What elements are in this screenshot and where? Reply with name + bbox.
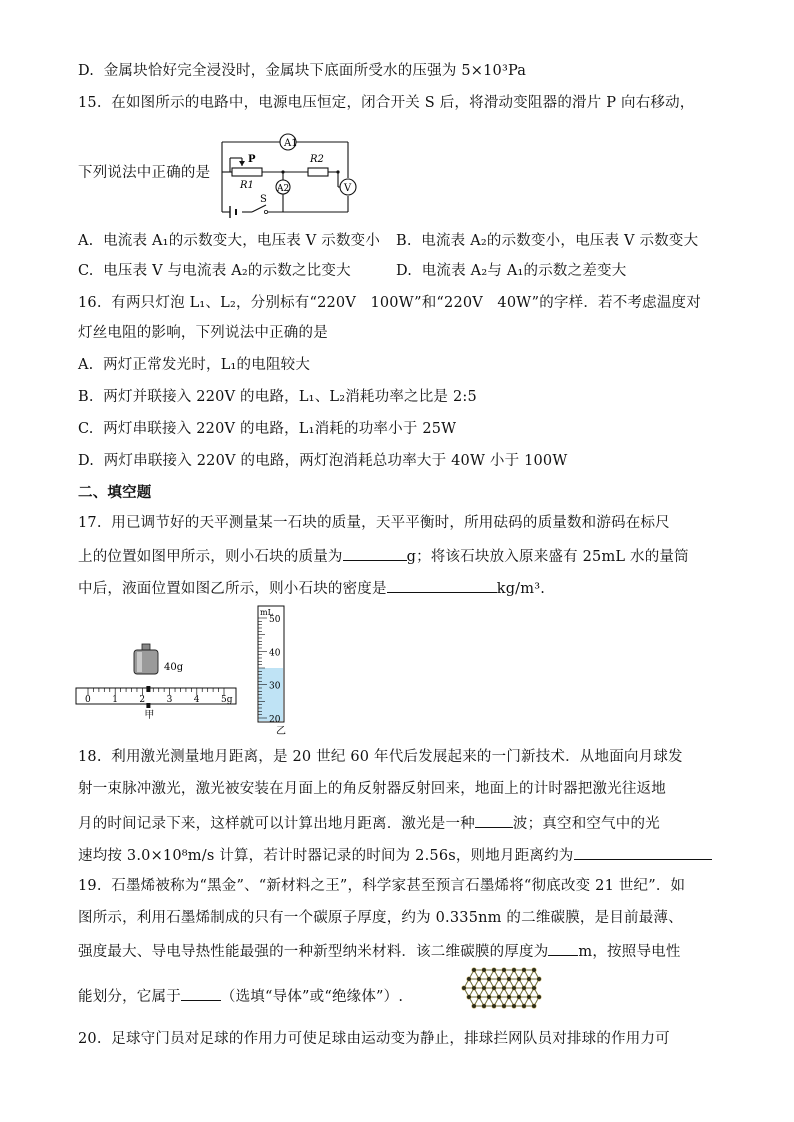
carbon-atom-icon [522, 986, 527, 991]
r2-label: R2 [310, 154, 324, 165]
carbon-atom-icon [487, 995, 492, 1000]
carbon-atom-icon [522, 968, 527, 973]
cylinder-tick-label: 30 [269, 681, 281, 692]
q17-line-2-text: 上的位置如图甲所示，则小石块的质量为 [78, 549, 343, 565]
q17-mass-blank[interactable] [343, 546, 407, 561]
carbon-atom-icon [512, 968, 517, 973]
scale-tick-label: 3 [166, 695, 173, 705]
rider-marker [146, 686, 150, 692]
carbon-atom-icon [532, 968, 537, 973]
r1-label: R1 [240, 180, 254, 191]
carbon-atom-icon [482, 968, 487, 973]
q18-line-1: 18. 利用激光测量地月距离，是 20 世纪 60 年代后发展起来的一门新技术．从地面向月球发 [78, 749, 683, 765]
scale-tick-label: 2 [139, 695, 146, 705]
q18-line-4-text: 速均按 3.0×10⁸m/s 计算，若计时器记录的时间为 2.56s，则地月距离约为 [78, 848, 574, 864]
carbon-atom-icon [497, 995, 502, 1000]
carbon-atom-icon [532, 986, 537, 991]
carbon-atom-icon [502, 968, 507, 973]
q19-line-3-text: 强度最大、导电导热性能最强的一种新型纳米材料．该二维碳膜的厚度为 [78, 944, 549, 960]
weight-label: 40g [164, 662, 184, 673]
q18-line-3b-text: 波；真空和空气中的光 [512, 816, 660, 832]
scale-tick-label: 0 [85, 695, 91, 705]
carbon-atom-icon [462, 986, 467, 991]
q16-stem-line-2: 灯丝电阻的影响，下列说法中正确的是 [78, 325, 328, 341]
q15-option-c: C. 电压表 V 与电流表 A₂的示数之比变大 [78, 263, 351, 279]
rider-marker-bottom [146, 703, 150, 708]
cylinder-unit: mL [260, 608, 273, 617]
carbon-atom-icon [507, 977, 512, 982]
carbon-atom-icon [482, 986, 487, 991]
q19-line-3 [78, 941, 681, 961]
carbon-atom-icon [537, 977, 542, 982]
carbon-atom-icon [517, 977, 522, 982]
carbon-atom-icon [492, 1004, 497, 1009]
caption-jia: 甲 [144, 710, 155, 721]
q16-option-d: D. 两灯串联接入 220V 的电路，两灯泡消耗总功率大于 40W 小于 100W [78, 453, 568, 469]
q15-stem-line-2: 下列说法中正确的是 [78, 165, 211, 181]
q18-line-3 [78, 813, 660, 833]
carbon-atom-icon [522, 1004, 527, 1009]
carbon-atom-icon [477, 977, 482, 982]
q20-line-1: 20. 足球守门员对足球的作用力可使足球由运动变为静止，排球拦网队员对排球的作用力可 [78, 1031, 670, 1047]
q19-line-4 [78, 986, 403, 1006]
carbon-atom-icon [512, 1004, 517, 1009]
scale-tick-label: 1 [112, 695, 118, 705]
q17-line-3b-text: kg/m³. [496, 581, 546, 597]
q19-line-2: 图所示，利用石墨烯制成的只有一个碳原子厚度，约为 0.335nm 的二维碳膜，是目前最薄、 [78, 910, 683, 926]
s-label: S [260, 194, 267, 205]
caption-yi: 乙 [276, 726, 286, 737]
carbon-atom-icon [482, 1004, 487, 1009]
q17-density-blank[interactable] [387, 578, 497, 593]
carbon-atom-icon [467, 995, 472, 1000]
cylinder-tick-label: 40 [269, 648, 281, 659]
q17-line-1: 17. 用已调节好的天平测量某一石块的质量，天平平衡时，所用砝码的质量数和游码在标尺 [78, 515, 670, 531]
q16-option-a: A. 两灯正常发光时，L₁的电阻较大 [78, 357, 311, 373]
q18-wave-blank[interactable] [475, 813, 513, 828]
q17-line-2b-text: g；将该石块放入原来盛有 25mL 水的量筒 [406, 549, 689, 565]
v-label: V [344, 183, 352, 194]
q19-line-3b-text: m，按照导电性 [578, 944, 681, 960]
carbon-atom-icon [517, 995, 522, 1000]
q19-line-1: 19. 石墨烯被称为“黑金”、“新材料之王”，科学家甚至预言石墨烯将“彻底改变 21 世纪”．如 [78, 878, 686, 894]
carbon-atom-icon [512, 986, 517, 991]
carbon-atom-icon [532, 1004, 537, 1009]
q18-distance-blank[interactable] [574, 845, 712, 860]
q17-line-2 [78, 546, 689, 566]
carbon-atom-icon [527, 995, 532, 1000]
q16-stem-line-1: 16. 有两只灯泡 L₁、L₂，分别标有“220V 100W”和“220V 40W”的字样．若不考虑温度对 [78, 295, 701, 311]
q16-option-b: B. 两灯并联接入 220V 的电路，L₁、L₂消耗功率之比是 2:5 [78, 389, 477, 405]
q19-thickness-blank[interactable] [548, 941, 578, 956]
a2-label: A2 [277, 184, 290, 194]
q18-line-3-text: 月的时间记录下来，这样就可以计算出地月距离．激光是一种 [78, 816, 475, 832]
q17-figure-jia [74, 640, 244, 722]
q19-line-4b-text: （选填“导体”或“绝缘体”）. [220, 989, 404, 1005]
q19-conductor-blank[interactable] [181, 986, 221, 1001]
q18-line-2: 射一束脉冲激光，激光被安装在月面上的角反射器反射回来，地面上的计时器把激光往返地 [78, 781, 666, 797]
cylinder-tick-label: 50 [269, 615, 281, 625]
q19-line-4-text: 能划分，它属于 [78, 989, 181, 1005]
q15-option-d: D. 电流表 A₂与 A₁的示数之差变大 [396, 263, 627, 279]
graphene-lattice-image [450, 962, 558, 1016]
q16-option-c: C. 两灯串联接入 220V 的电路，L₁消耗的功率小于 25W [78, 421, 457, 437]
q15-option-b: B. 电流表 A₂的示数变小，电压表 V 示数变大 [396, 233, 699, 249]
a1-label: A1 [284, 138, 298, 149]
q18-line-4 [78, 845, 712, 865]
q15-option-a: A. 电流表 A₁的示数变大，电压表 V 示数变小 [78, 233, 381, 249]
p-label: P [248, 154, 256, 165]
carbon-atom-icon [472, 986, 477, 991]
carbon-atom-icon [507, 995, 512, 1000]
carbon-atom-icon [492, 986, 497, 991]
scale-tick-label: 5g [221, 695, 233, 705]
carbon-atom-icon [467, 977, 472, 982]
carbon-atom-icon [497, 977, 502, 982]
carbon-atom-icon [477, 995, 482, 1000]
section-title-fill-in: 二、填空题 [78, 485, 152, 501]
q17-line-3 [78, 578, 545, 598]
q17-line-3-text: 中后，液面位置如图乙所示，则小石块的密度是 [78, 581, 387, 597]
q15-stem-line-1: 15. 在如图所示的电路中，电源电压恒定，闭合开关 S 后，将滑动变阻器的滑片 P 向右移动， [78, 95, 695, 111]
carbon-atom-icon [502, 986, 507, 991]
q14-option-d: D. 金属块恰好完全浸没时，金属块下底面所受水的压强为 5×10³Pa [78, 63, 527, 79]
carbon-atom-icon [492, 968, 497, 973]
carbon-atom-icon [527, 977, 532, 982]
carbon-atom-icon [502, 1004, 507, 1009]
carbon-atom-icon [487, 977, 492, 982]
scale-tick-label: 4 [193, 695, 200, 705]
carbon-atom-icon [537, 995, 542, 1000]
cylinder-tick-label: 20 [269, 715, 281, 725]
carbon-atom-icon [472, 1004, 477, 1009]
liquid-column [259, 668, 283, 721]
weight-40g-icon [134, 644, 158, 674]
q17-figure-yi [248, 600, 308, 737]
q15-circuit-diagram [210, 120, 360, 220]
carbon-atom-icon [472, 968, 477, 973]
